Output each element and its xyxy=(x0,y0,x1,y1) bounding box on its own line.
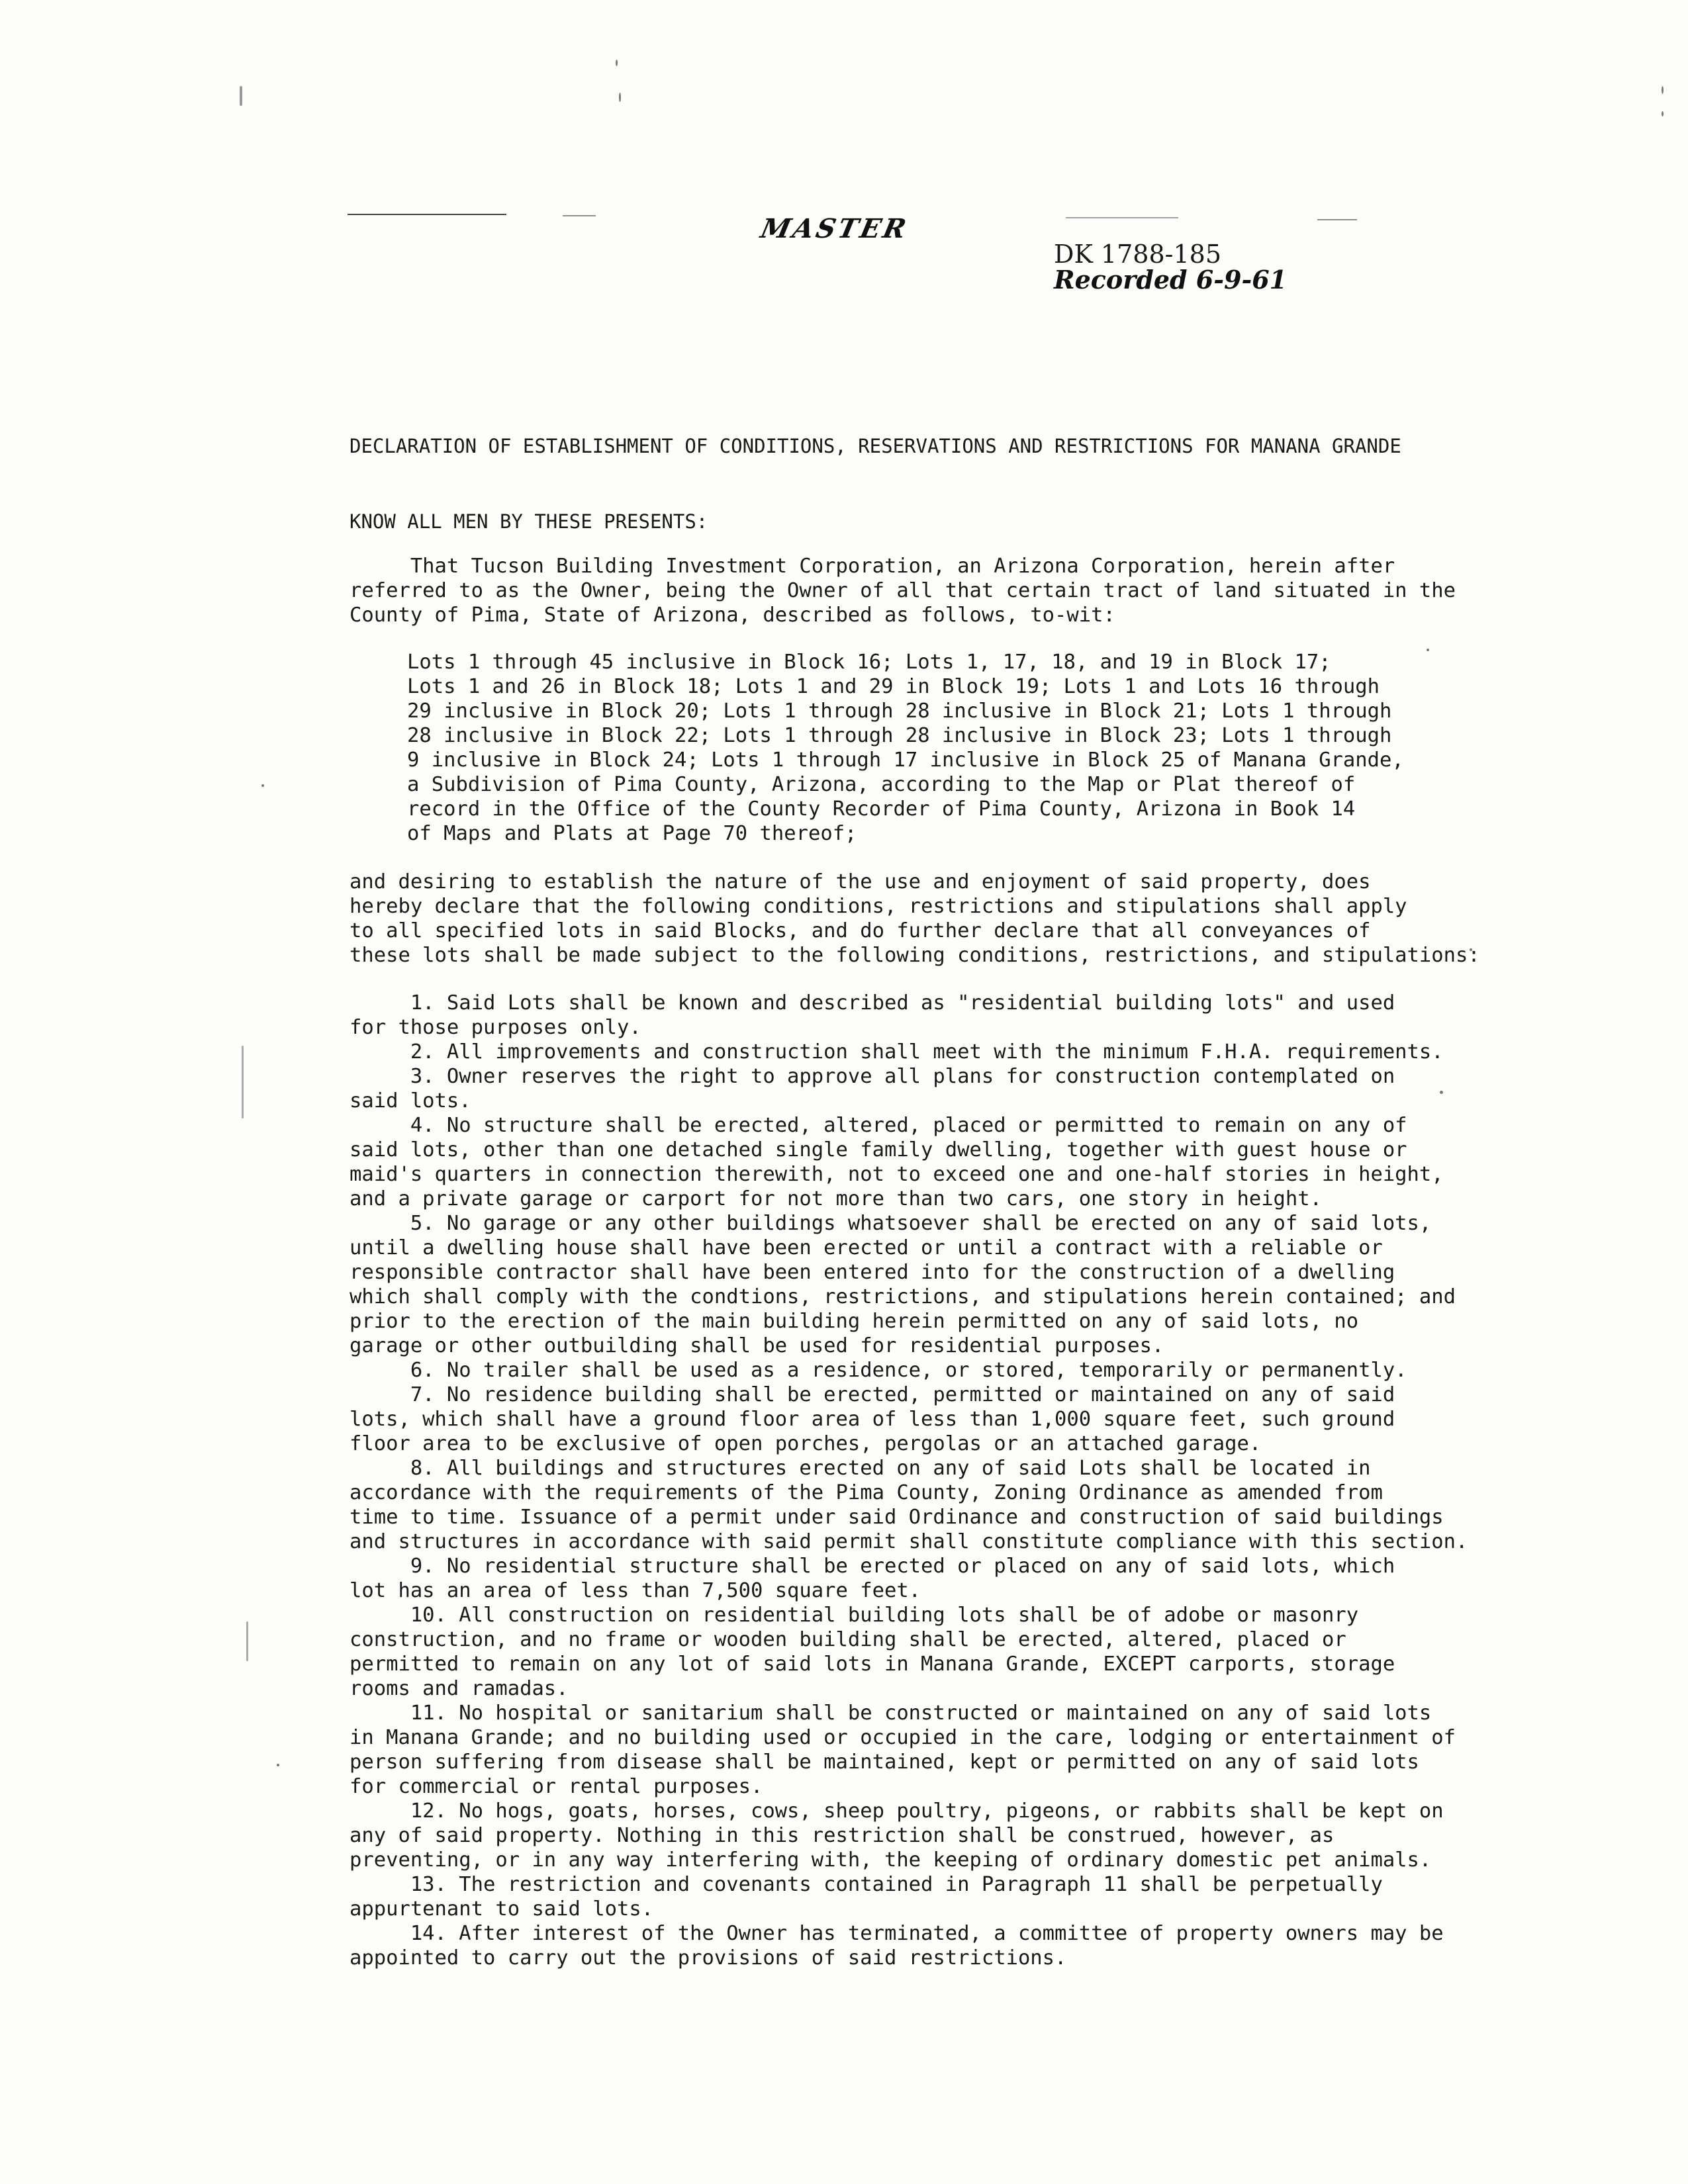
provision-line: 9. No residential structure shall be erected or placed on any of said lots, which xyxy=(350,1555,1395,1578)
lots-description xyxy=(407,650,1404,846)
lots-line: record in the Office of the County Recorder of Pima County, Arizona in Book 14 xyxy=(407,797,1356,821)
lots-line: Lots 1 through 45 inclusive in Block 16; Lots 1, 17, 18, and 19 in Block 17; xyxy=(407,651,1331,674)
scan-speck xyxy=(261,784,264,787)
provision-line: permitted to remain on any lot of said lots in Manana Grande, EXCEPT carports, storage xyxy=(350,1653,1395,1676)
provision-line: floor area to be exclusive of open porches, pergolas or an attached garage. xyxy=(350,1432,1262,1455)
provision-line: and a private garage or carport for not more than two cars, one story in height. xyxy=(350,1187,1323,1210)
intro-line: County of Pima, State of Arizona, described as follows, to-wit: xyxy=(350,604,1115,627)
provision-line: 7. No residence building shall be erected, permitted or maintained on any of said xyxy=(350,1383,1395,1406)
book-page-reference: DK 1788-185 xyxy=(1054,240,1222,269)
provision-line: 10. All construction on residential building lots shall be of adobe or masonry xyxy=(350,1604,1359,1627)
scan-speck xyxy=(619,93,621,102)
provision-line: for those purposes only. xyxy=(350,1016,641,1039)
provision-line: lot has an area of less than 7,500 square feet. xyxy=(350,1579,921,1602)
lots-line: 29 inclusive in Block 20; Lots 1 through 28 inclusive in Block 21; Lots 1 through xyxy=(407,700,1392,723)
lots-line: a Subdivision of Pima County, Arizona, according to the Map or Plat thereof of xyxy=(407,773,1356,796)
provision-line: 2. All improvements and construction shall meet with the minimum F.H.A. requirements. xyxy=(350,1040,1444,1064)
handwritten-recorded-date: Recorded 6-9-61 xyxy=(1054,265,1288,295)
provision-line: 8. All buildings and structures erected on any of said Lots shall be located in xyxy=(350,1457,1371,1480)
provision-line: 13. The restriction and covenants contained in Paragraph 11 shall be perpetually xyxy=(350,1873,1383,1896)
provision-line: 3. Owner reserves the right to approve all plans for construction contemplated on xyxy=(350,1065,1395,1088)
provision-line: lots, which shall have a ground floor area of less than 1,000 square feet, such ground xyxy=(350,1408,1395,1431)
lots-line: Lots 1 and 26 in Block 18; Lots 1 and 29 in Block 19; Lots 1 and Lots 16 through xyxy=(407,675,1380,698)
scan-speck xyxy=(1662,86,1664,94)
provision-line: 1. Said Lots shall be known and described as "residential building lots" and used xyxy=(350,991,1395,1015)
provision-line: time to time. Issuance of a permit under said Ordinance and construction of said buildings xyxy=(350,1506,1444,1529)
handwritten-master-label: MASTER xyxy=(758,213,912,244)
declaration-line: hereby declare that the following conditions, restrictions and stipulations shall apply xyxy=(350,895,1407,918)
provision-line: 6. No trailer shall be used as a residence, or stored, temporarily or permanently. xyxy=(350,1359,1407,1382)
declaration-paragraph xyxy=(350,870,1480,968)
declaration-line: to all specified lots in said Blocks, and do further declare that all conveyances of xyxy=(350,919,1371,942)
provision-line: 11. No hospital or sanitarium shall be constructed or maintained on any of said lots xyxy=(350,1702,1432,1725)
provision-line: and structures in accordance with said permit shall constitute compliance with this section. xyxy=(350,1530,1468,1553)
provision-line: garage or other outbuilding shall be used for residential purposes. xyxy=(350,1334,1164,1357)
provision-line: 4. No structure shall be erected, altered, placed or permitted to remain on any of xyxy=(350,1114,1407,1137)
provision-line: in Manana Grande; and no building used or occupied in the care, lodging or entertainment of xyxy=(350,1726,1456,1749)
provision-line: maid's quarters in connection therewith, not to exceed one and one-half stories in height, xyxy=(350,1163,1444,1186)
provision-line: 12. No hogs, goats, horses, cows, sheep poultry, pigeons, or rabbits shall be kept on xyxy=(350,1799,1444,1823)
scan-rule xyxy=(563,215,596,216)
declaration-line: and desiring to establish the nature of the use and enjoyment of said property, does xyxy=(350,870,1371,893)
scan-speck xyxy=(240,86,242,106)
scan-rule xyxy=(348,214,506,215)
intro-line: referred to as the Owner, being the Owner of all that certain tract of land situated in the xyxy=(350,579,1456,602)
scan-rule xyxy=(1066,217,1178,218)
scan-rule xyxy=(1317,219,1357,220)
provision-line: appurtenant to said lots. xyxy=(350,1897,654,1921)
declaration-line: these lots shall be made subject to the following conditions, restrictions, and stipulations: xyxy=(350,944,1480,967)
lots-line: of Maps and Plats at Page 70 thereof; xyxy=(407,822,857,845)
provision-line: until a dwelling house shall have been erected or until a contract with a reliable or xyxy=(350,1236,1383,1259)
provision-line: preventing, or in any way interfering with, the keeping of ordinary domestic pet animals. xyxy=(350,1848,1432,1872)
provision-line: for commercial or rental purposes. xyxy=(350,1775,763,1798)
salutation: KNOW ALL MEN BY THESE PRESENTS: xyxy=(350,510,708,533)
scan-speck xyxy=(246,1621,248,1661)
provision-line: 14. After interest of the Owner has terminated, a committee of property owners may be xyxy=(350,1922,1444,1945)
provision-line: any of said property. Nothing in this restriction shall be construed, however, as xyxy=(350,1824,1335,1847)
lots-line: 28 inclusive in Block 22; Lots 1 through 28 inclusive in Block 23; Lots 1 through xyxy=(407,724,1392,747)
provision-line: responsible contractor shall have been entered into for the construction of a dwelling xyxy=(350,1261,1395,1284)
provision-line: person suffering from disease shall be maintained, kept or permitted on any of said lots xyxy=(350,1751,1419,1774)
provision-line: appointed to carry out the provisions of said restrictions. xyxy=(350,1946,1067,1970)
provision-line: rooms and ramadas. xyxy=(350,1677,569,1700)
scan-speck xyxy=(1662,111,1664,116)
scan-speck xyxy=(1427,649,1429,651)
scan-speck xyxy=(242,1046,244,1118)
provisions-list xyxy=(350,991,1468,1970)
scan-speck xyxy=(277,1764,279,1766)
lots-line: 9 inclusive in Block 24; Lots 1 through 17 inclusive in Block 25 of Manana Grande, xyxy=(407,749,1404,772)
provision-line: 5. No garage or any other buildings whatsoever shall be erected on any of said lots, xyxy=(350,1212,1432,1235)
provision-line: which shall comply with the condtions, restrictions, and stipulations herein contained; and xyxy=(350,1285,1456,1308)
provision-line: said lots. xyxy=(350,1089,471,1113)
intro-line: That Tucson Building Investment Corporation, an Arizona Corporation, herein after xyxy=(350,555,1395,578)
intro-paragraph xyxy=(350,554,1456,627)
provision-line: said lots, other than one detached single family dwelling, together with guest house or xyxy=(350,1138,1407,1161)
provision-line: construction, and no frame or wooden building shall be erected, altered, placed or xyxy=(350,1628,1346,1651)
scan-speck xyxy=(616,60,618,66)
document-title: DECLARATION OF ESTABLISHMENT OF CONDITIONS, RESERVATIONS AND RESTRICTIONS FOR MANANA GRANDE xyxy=(350,435,1401,457)
provision-line: prior to the erection of the main building herein permitted on any of said lots, no xyxy=(350,1310,1359,1333)
provision-line: accordance with the requirements of the Pima County, Zoning Ordinance as amended from xyxy=(350,1481,1383,1504)
